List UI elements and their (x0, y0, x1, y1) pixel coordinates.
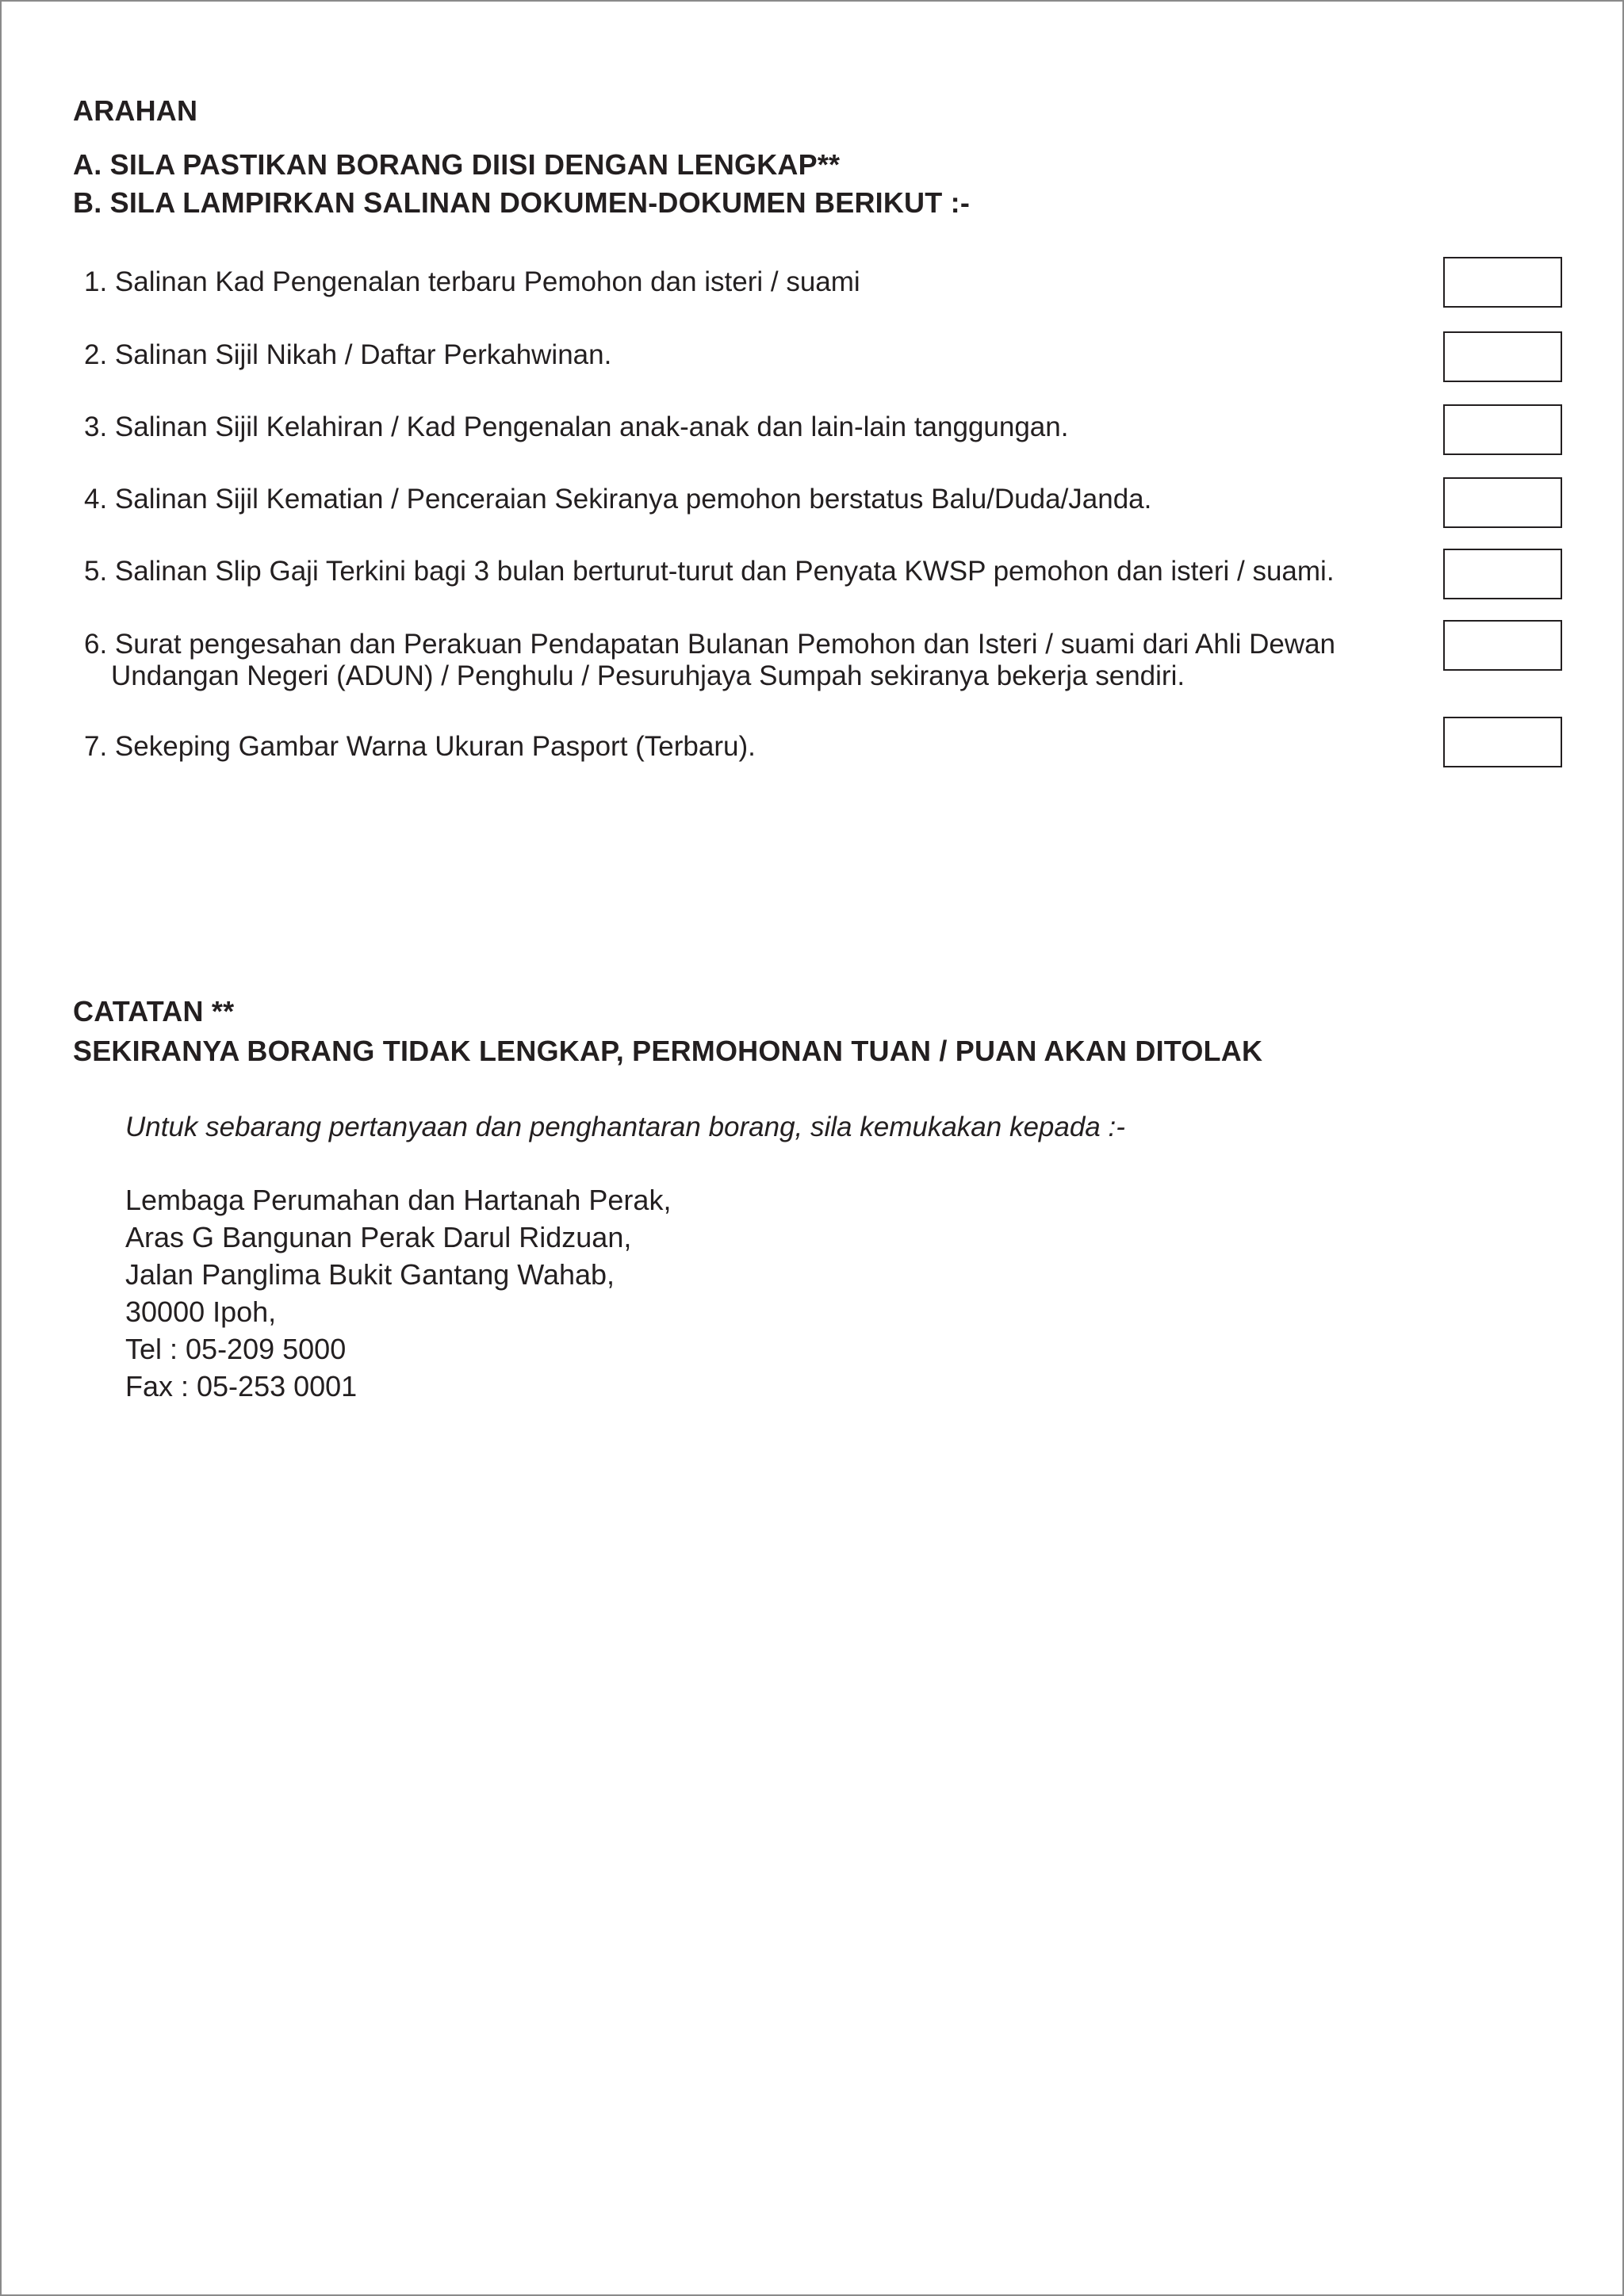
document-item-6-label-continued: Undangan Negeri (ADUN) / Penghulu / Pesuruhjaya Sumpah sekiranya bekerja sendiri. (111, 660, 1185, 691)
address-line-3: Jalan Panglima Bukit Gantang Wahab, (125, 1258, 615, 1291)
document-item-6 (84, 629, 1335, 692)
document-item-5 (84, 556, 1335, 587)
document-item-6-label: 6. Surat pengesahan dan Perakuan Pendapatan Bulanan Pemohon dan Isteri / suami dari Ahli Dewan (84, 629, 1336, 660)
contact-address (125, 1181, 671, 1405)
document-item-3-checkbox[interactable] (1443, 404, 1562, 455)
document-item-3 (84, 411, 1068, 443)
document-item-5-checkbox[interactable] (1443, 549, 1562, 599)
instruction-point-a: A. SILA PASTIKAN BORANG DIISI DENGAN LENGKAP** (73, 148, 841, 181)
address-line-1: Lembaga Perumahan dan Hartanah Perak, (125, 1184, 672, 1216)
document-item-4-label: 4. Salinan Sijil Kematian / Penceraian Sekiranya pemohon berstatus Balu/Duda/Janda. (84, 484, 1152, 515)
document-item-1-label: 1. Salinan Kad Pengenalan terbaru Pemohon dan isteri / suami (84, 266, 860, 297)
address-line-2: Aras G Bangunan Perak Darul Ridzuan, (125, 1221, 632, 1253)
fax-number: Fax : 05-253 0001 (125, 1370, 358, 1402)
document-item-7-label: 7. Sekeping Gambar Warna Ukuran Pasport (Terbaru). (84, 731, 756, 762)
document-item-7 (84, 731, 756, 763)
address-line-4: 30000 Ipoh, (125, 1295, 277, 1328)
document-item-1-checkbox[interactable] (1443, 257, 1562, 308)
enquiry-text: Untuk sebarang pertanyaan dan penghantaran borang, sila kemukakan kepada :- (125, 1112, 1125, 1142)
document-item-2-checkbox[interactable] (1443, 331, 1562, 382)
document-item-6-checkbox[interactable] (1443, 620, 1562, 671)
instruction-point-b: B. SILA LAMPIRKAN SALINAN DOKUMEN-DOKUMEN BERIKUT :- (73, 186, 971, 219)
note-title: CATATAN ** (73, 995, 235, 1027)
note-warning: SEKIRANYA BORANG TIDAK LENGKAP, PERMOHONAN TUAN / PUAN AKAN DITOLAK (73, 1035, 1263, 1067)
document-item-2-label: 2. Salinan Sijil Nikah / Daftar Perkahwinan. (84, 339, 612, 370)
document-item-2 (84, 339, 611, 371)
document-item-3-label: 3. Salinan Sijil Kelahiran / Kad Pengenalan anak-anak dan lain-lain tanggungan. (84, 411, 1069, 442)
instructions-title: ARAHAN (73, 94, 198, 127)
document-item-7-checkbox[interactable] (1443, 717, 1562, 767)
document-item-1 (84, 266, 860, 298)
phone-number: Tel : 05-209 5000 (125, 1333, 347, 1365)
document-item-4 (84, 484, 1151, 515)
document-item-4-checkbox[interactable] (1443, 477, 1562, 528)
document-item-5-label: 5. Salinan Slip Gaji Terkini bagi 3 bulan berturut-turut dan Penyata KWSP pemohon dan isteri / suami. (84, 556, 1335, 587)
